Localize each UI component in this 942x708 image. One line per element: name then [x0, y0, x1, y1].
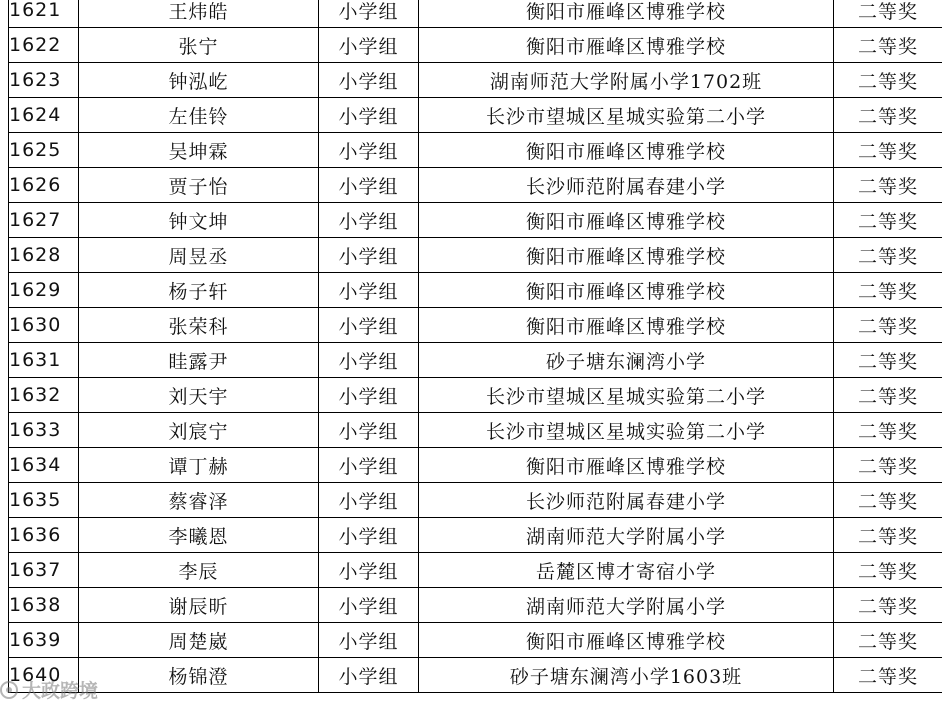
award-level-cell: 二等奖 — [834, 28, 942, 63]
student-name-cell: 贾子怡 — [79, 168, 319, 203]
group-name-cell: 小学组 — [319, 413, 419, 448]
table-row — [9, 343, 942, 378]
row-number-cell: 1630 — [9, 308, 79, 343]
row-number-cell: 1629 — [9, 273, 79, 308]
school-name-cell: 衡阳市雁峰区博雅学校 — [419, 0, 834, 28]
student-name-cell: 李辰 — [79, 553, 319, 588]
school-name-cell: 衡阳市雁峰区博雅学校 — [419, 308, 834, 343]
group-name-cell: 小学组 — [319, 238, 419, 273]
row-number-cell: 1623 — [9, 63, 79, 98]
award-level-cell: 二等奖 — [834, 133, 942, 168]
table-row — [9, 98, 942, 133]
school-name-cell: 长沙市望城区星城实验第二小学 — [419, 98, 834, 133]
school-name-cell: 衡阳市雁峰区博雅学校 — [419, 133, 834, 168]
group-name-cell: 小学组 — [319, 483, 419, 518]
group-name-cell: 小学组 — [319, 0, 419, 28]
student-name-cell: 钟泓屹 — [79, 63, 319, 98]
student-name-cell: 李曦恩 — [79, 518, 319, 553]
row-number-cell: 1628 — [9, 238, 79, 273]
school-name-cell: 砂子塘东澜湾小学 — [419, 343, 834, 378]
student-name-cell: 刘宸宁 — [79, 413, 319, 448]
school-name-cell: 衡阳市雁峰区博雅学校 — [419, 203, 834, 238]
table-row — [9, 588, 942, 623]
row-number-cell: 1621 — [9, 0, 79, 28]
table-row — [9, 448, 942, 483]
row-number-cell: 1622 — [9, 28, 79, 63]
award-level-cell: 二等奖 — [834, 343, 942, 378]
group-name-cell: 小学组 — [319, 273, 419, 308]
school-name-cell: 湖南师范大学附属小学 — [419, 518, 834, 553]
student-name-cell: 杨子轩 — [79, 273, 319, 308]
award-level-cell: 二等奖 — [834, 623, 942, 658]
student-name-cell: 周昱丞 — [79, 238, 319, 273]
student-name-cell: 吴坤霖 — [79, 133, 319, 168]
student-name-cell: 眭露尹 — [79, 343, 319, 378]
school-name-cell: 长沙市望城区星城实验第二小学 — [419, 413, 834, 448]
table-row — [9, 483, 942, 518]
award-list-sheet — [8, 0, 942, 708]
group-name-cell: 小学组 — [319, 448, 419, 483]
school-name-cell: 衡阳市雁峰区博雅学校 — [419, 28, 834, 63]
school-name-cell: 衡阳市雁峰区博雅学校 — [419, 448, 834, 483]
award-level-cell: 二等奖 — [834, 308, 942, 343]
school-name-cell: 长沙师范附属春建小学 — [419, 168, 834, 203]
award-level-cell: 二等奖 — [834, 448, 942, 483]
award-level-cell: 二等奖 — [834, 238, 942, 273]
row-number-cell: 1637 — [9, 553, 79, 588]
student-name-cell: 钟文坤 — [79, 203, 319, 238]
award-level-cell: 二等奖 — [834, 63, 942, 98]
row-number-cell: 1638 — [9, 588, 79, 623]
row-number-cell: 1634 — [9, 448, 79, 483]
award-level-cell: 二等奖 — [834, 273, 942, 308]
group-name-cell: 小学组 — [319, 133, 419, 168]
row-number-cell: 1626 — [9, 168, 79, 203]
award-level-cell: 二等奖 — [834, 168, 942, 203]
student-name-cell: 谢辰昕 — [79, 588, 319, 623]
row-number-cell: 1639 — [9, 623, 79, 658]
group-name-cell: 小学组 — [319, 343, 419, 378]
group-name-cell: 小学组 — [319, 63, 419, 98]
table-row — [9, 623, 942, 658]
award-level-cell: 二等奖 — [834, 658, 942, 693]
school-name-cell: 湖南师范大学附属小学 — [419, 588, 834, 623]
school-name-cell: 长沙师范附属春建小学 — [419, 483, 834, 518]
student-name-cell: 左佳铃 — [79, 98, 319, 133]
table-row — [9, 28, 942, 63]
table-row — [9, 308, 942, 343]
table-row — [9, 378, 942, 413]
school-name-cell: 岳麓区博才寄宿小学 — [419, 553, 834, 588]
table-row — [9, 553, 942, 588]
school-name-cell: 湖南师范大学附属小学1702班 — [419, 63, 834, 98]
row-number-cell: 1624 — [9, 98, 79, 133]
row-number-cell: 1631 — [9, 343, 79, 378]
table-row — [9, 273, 942, 308]
award-level-cell: 二等奖 — [834, 98, 942, 133]
table-row — [9, 63, 942, 98]
table-row — [9, 203, 942, 238]
watermark-text: 大政跨境 — [22, 680, 99, 702]
table-row — [9, 133, 942, 168]
group-name-cell: 小学组 — [319, 553, 419, 588]
school-name-cell: 衡阳市雁峰区博雅学校 — [419, 273, 834, 308]
award-level-cell: 二等奖 — [834, 378, 942, 413]
table-row — [9, 238, 942, 273]
award-level-cell: 二等奖 — [834, 518, 942, 553]
row-number-cell: 1625 — [9, 133, 79, 168]
group-name-cell: 小学组 — [319, 98, 419, 133]
table-row — [9, 658, 942, 693]
award-table — [8, 0, 942, 693]
row-number-cell: 1632 — [9, 378, 79, 413]
group-name-cell: 小学组 — [319, 518, 419, 553]
row-number-cell: 1640 — [9, 658, 79, 693]
school-name-cell: 衡阳市雁峰区博雅学校 — [419, 623, 834, 658]
award-level-cell: 二等奖 — [834, 0, 942, 28]
award-level-cell: 二等奖 — [834, 483, 942, 518]
school-name-cell: 砂子塘东澜湾小学1603班 — [419, 658, 834, 693]
school-name-cell: 长沙市望城区星城实验第二小学 — [419, 378, 834, 413]
group-name-cell: 小学组 — [319, 28, 419, 63]
table-row — [9, 413, 942, 448]
student-name-cell: 谭丁赫 — [79, 448, 319, 483]
award-level-cell: 二等奖 — [834, 203, 942, 238]
award-level-cell: 二等奖 — [834, 588, 942, 623]
table-row — [9, 0, 942, 28]
student-name-cell: 刘天宇 — [79, 378, 319, 413]
group-name-cell: 小学组 — [319, 168, 419, 203]
student-name-cell: 张荣科 — [79, 308, 319, 343]
group-name-cell: 小学组 — [319, 308, 419, 343]
group-name-cell: 小学组 — [319, 658, 419, 693]
group-name-cell: 小学组 — [319, 378, 419, 413]
award-table-body — [9, 0, 942, 693]
student-name-cell: 杨锦澄 — [79, 658, 319, 693]
school-name-cell: 衡阳市雁峰区博雅学校 — [419, 238, 834, 273]
row-number-cell: 1635 — [9, 483, 79, 518]
group-name-cell: 小学组 — [319, 203, 419, 238]
group-name-cell: 小学组 — [319, 623, 419, 658]
student-name-cell: 周楚崴 — [79, 623, 319, 658]
row-number-cell: 1633 — [9, 413, 79, 448]
student-name-cell: 张宁 — [79, 28, 319, 63]
table-row — [9, 168, 942, 203]
row-number-cell: 1627 — [9, 203, 79, 238]
group-name-cell: 小学组 — [319, 588, 419, 623]
table-row — [9, 518, 942, 553]
award-level-cell: 二等奖 — [834, 553, 942, 588]
row-number-cell: 1636 — [9, 518, 79, 553]
award-level-cell: 二等奖 — [834, 413, 942, 448]
student-name-cell: 蔡睿泽 — [79, 483, 319, 518]
student-name-cell: 王炜皓 — [79, 0, 319, 28]
